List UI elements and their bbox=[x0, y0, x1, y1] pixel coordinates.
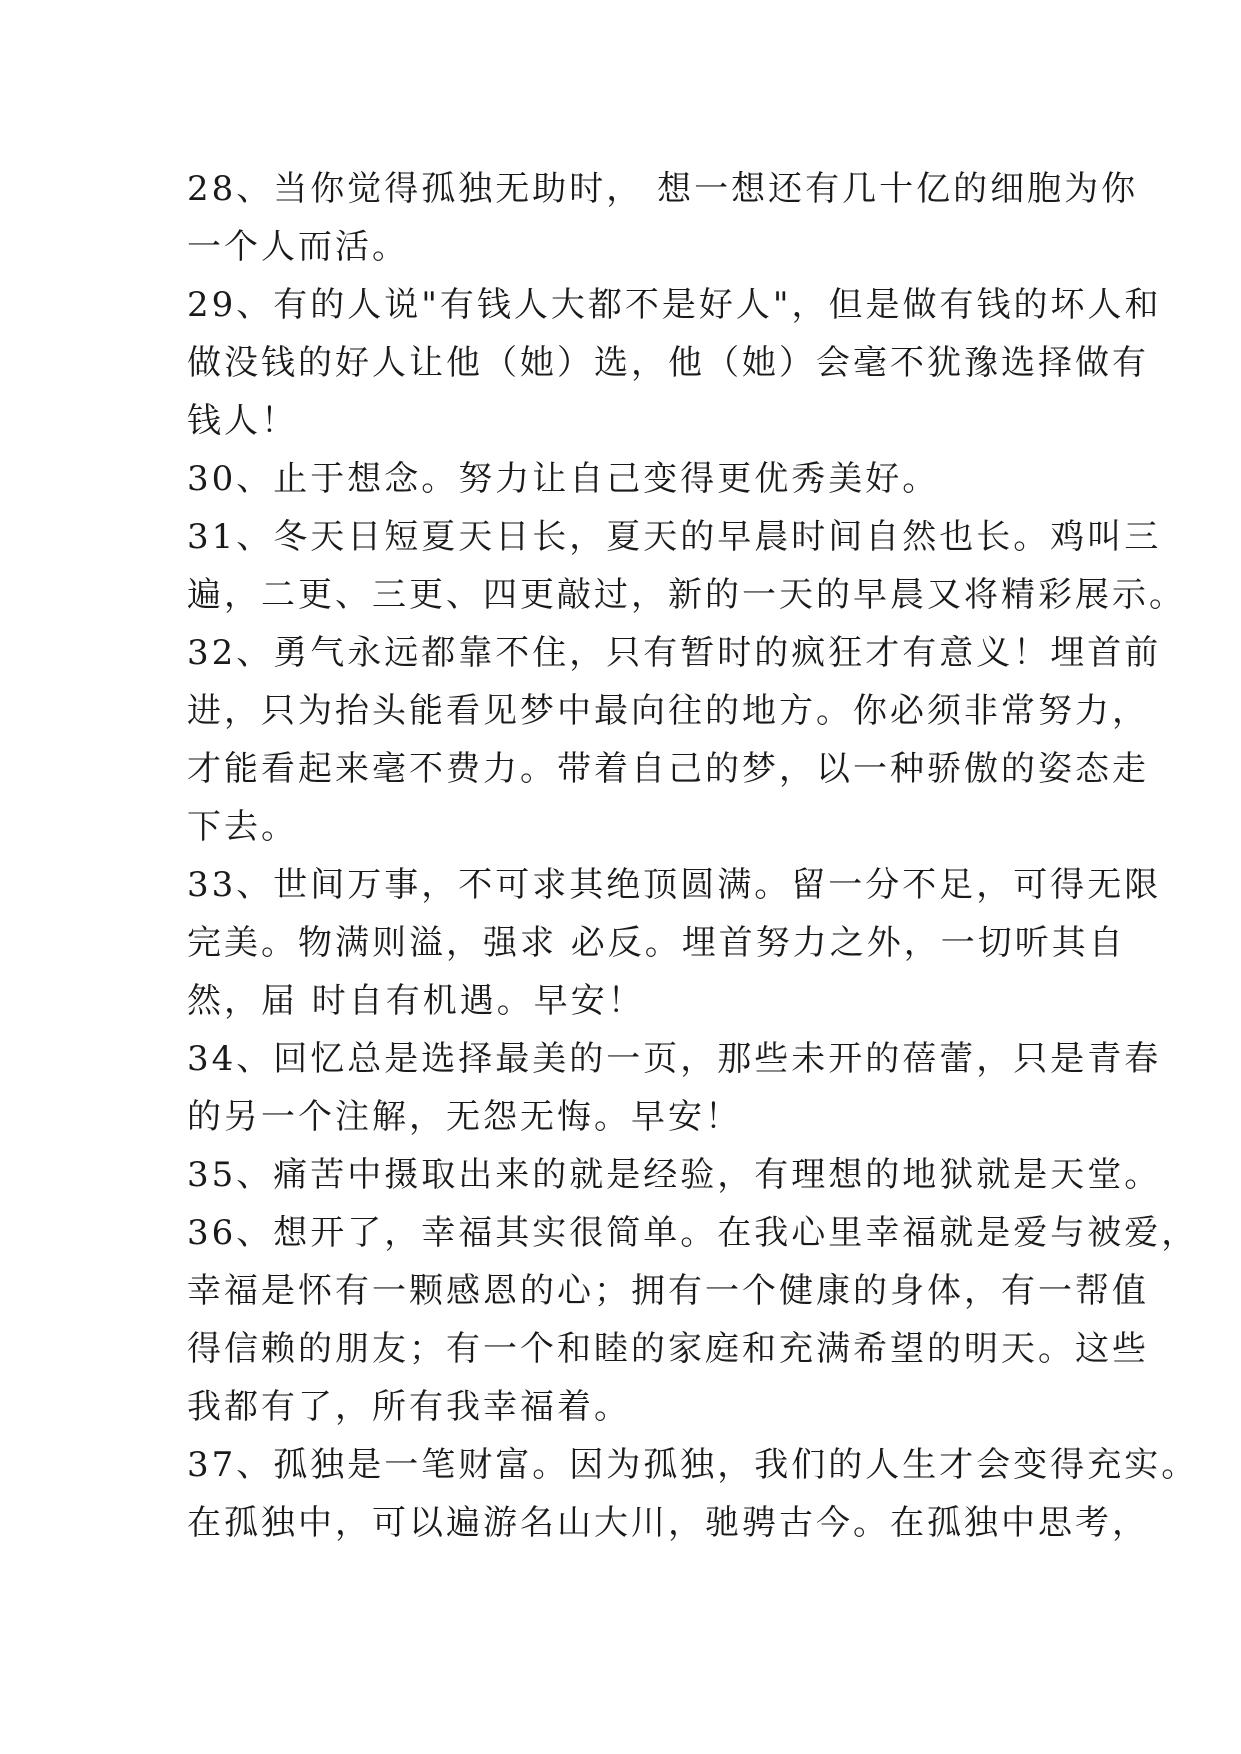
text-line: 30、止于想念。努力让自己变得更优秀美好。 bbox=[187, 459, 940, 499]
text-line: 钱人！ bbox=[187, 401, 298, 441]
text-line: 31、冬天日短夏天日长，夏天的早晨时间自然也长。鸡叫三 bbox=[187, 517, 1162, 557]
text-line: 完美。物满则溢，强求 必反。埋首努力之外，一切听其自 bbox=[187, 923, 1126, 963]
text-line: 做没钱的好人让他（她）选，他（她）会毫不犹豫选择做有 bbox=[187, 343, 1149, 383]
text-line: 34、回忆总是选择最美的一页，那些未开的蓓蕾，只是青春 bbox=[187, 1039, 1162, 1079]
text-line: 下去。 bbox=[187, 807, 298, 847]
text-line: 36、想开了，幸福其实很简单。在我心里幸福就是爱与被爱， bbox=[187, 1213, 1199, 1253]
text-line: 我都有了，所有我幸福着。 bbox=[187, 1387, 631, 1427]
text-line: 33、世间万事，不可求其绝顶圆满。留一分不足，可得无限 bbox=[187, 865, 1162, 905]
text-line: 一个人而活。 bbox=[187, 227, 409, 267]
text-line: 才能看起来毫不费力。带着自己的梦，以一种骄傲的姿态走 bbox=[187, 749, 1149, 789]
text-line: 得信赖的朋友；有一个和睦的家庭和充满希望的明天。这些 bbox=[187, 1329, 1149, 1369]
text-line: 37、孤独是一笔财富。因为孤独，我们的人生才会变得充实。 bbox=[187, 1445, 1199, 1485]
text-line: 在孤独中，可以遍游名山大川，驰骋古今。在孤独中思考， bbox=[187, 1503, 1149, 1543]
text-line: 35、痛苦中摄取出来的就是经验，有理想的地狱就是天堂。 bbox=[187, 1155, 1162, 1195]
text-line: 32、勇气永远都靠不住，只有暂时的疯狂才有意义！埋首前 bbox=[187, 633, 1162, 673]
text-line: 进，只为抬头能看见梦中最向往的地方。你必须非常努力， bbox=[187, 691, 1149, 731]
text-line: 29、有的人说"有钱人大都不是好人"，但是做有钱的坏人和 bbox=[187, 285, 1162, 325]
text-line: 28、当你觉得孤独无助时， 想一想还有几十亿的细胞为你 bbox=[187, 169, 1139, 209]
text-line: 然，届 时自有机遇。早安！ bbox=[187, 981, 645, 1021]
document-body bbox=[187, 160, 1199, 1552]
text-line: 遍，二更、三更、四更敲过，新的一天的早晨又将精彩展示。 bbox=[187, 575, 1186, 615]
text-line: 的另一个注解，无怨无悔。早安！ bbox=[187, 1097, 742, 1137]
text-line: 幸福是怀有一颗感恩的心；拥有一个健康的身体，有一帮值 bbox=[187, 1271, 1149, 1311]
